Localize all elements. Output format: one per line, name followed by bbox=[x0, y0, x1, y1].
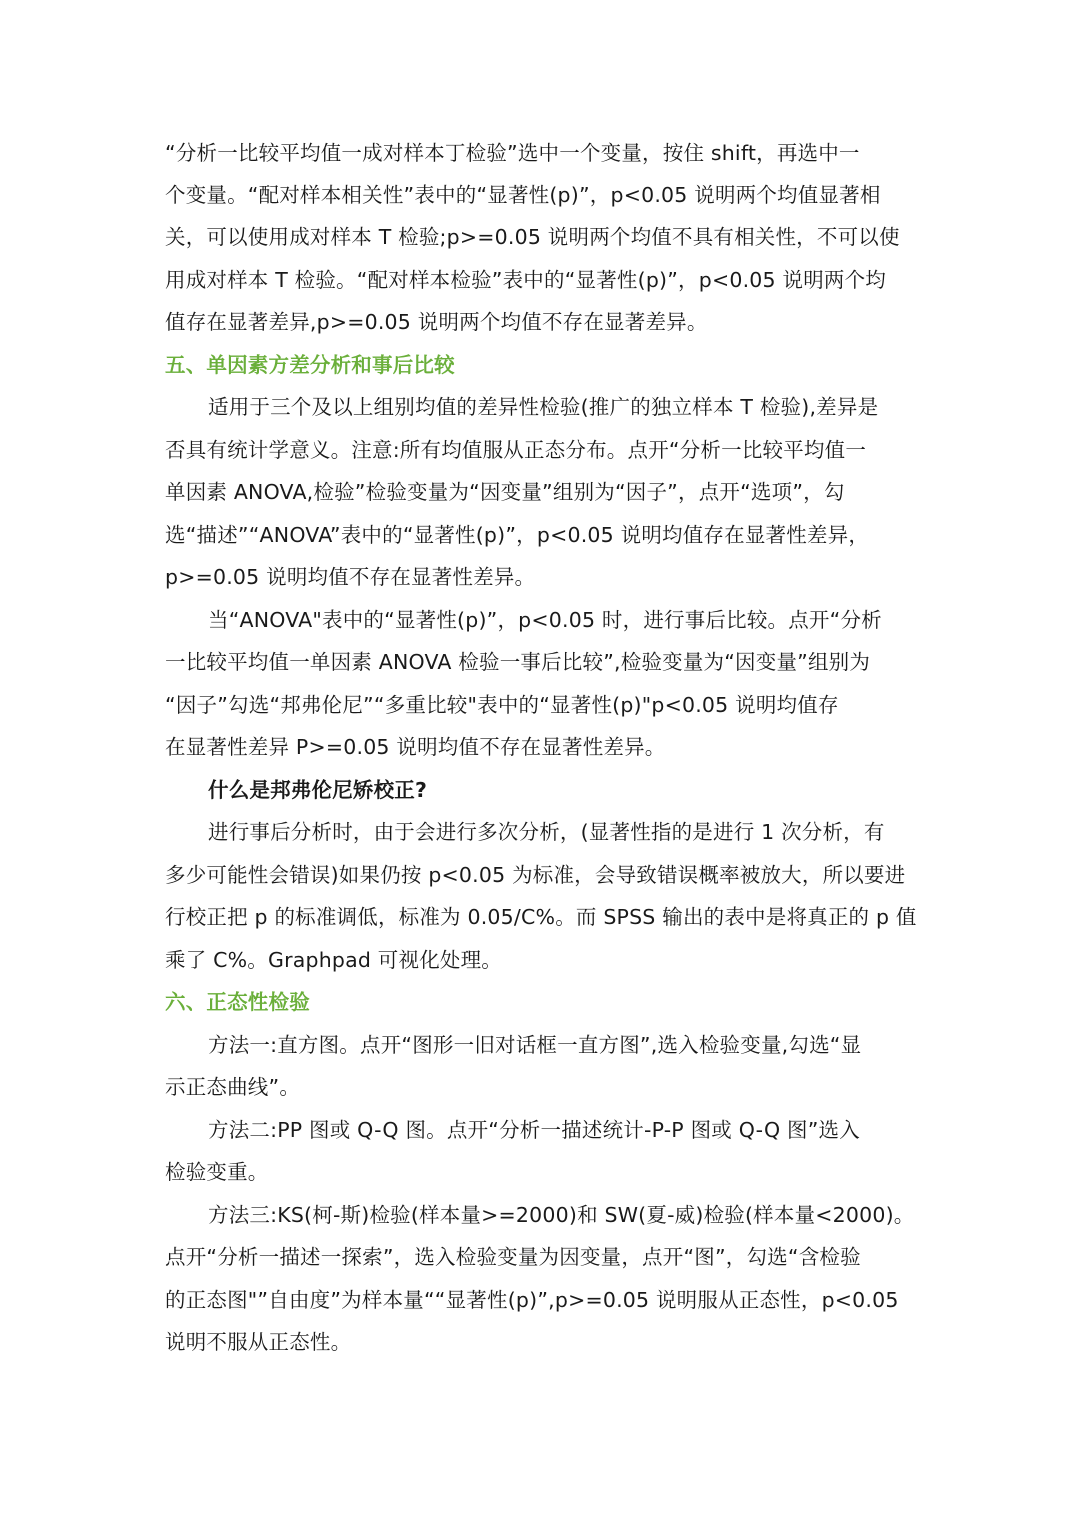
text-line: 方法三:KS(柯-斯)检验(样本量>=2000)和 SW(夏-威)检验(样本量<2000)。 bbox=[208, 1203, 915, 1227]
sub-question: 什么是邦弗伦尼矫校正? bbox=[208, 778, 428, 802]
text-line: 一比较平均值一单因素 ANOVA 检验一事后比较”,检验变量为“因变量”组别为 bbox=[165, 650, 871, 674]
text-line: 多少可能性会错误)如果仍按 p<0.05 为标准，会导致错误概率被放大，所以要进 bbox=[165, 863, 906, 887]
text-line: 选“描述”“ANOVA”表中的“显著性(p)”，p<0.05 说明均值存在显著性差异， bbox=[165, 523, 870, 547]
text-line: 在显著性差异 P>=0.05 说明均值不存在显著性差异。 bbox=[165, 735, 666, 759]
text-line: 方法二:PP 图或 Q-Q 图。点开“分析一描述统计-P-P 图或 Q-Q 图”选入 bbox=[208, 1118, 860, 1142]
text-line: 示正态曲线”。 bbox=[165, 1075, 301, 1099]
text-line: 乘了 C%。Graphpad 可视化处理。 bbox=[165, 948, 502, 972]
text-line: 说明不服从正态性。 bbox=[165, 1330, 352, 1354]
text-line: 用成对样本 T 检验。“配对样本检验”表中的“显著性(p)”，p<0.05 说明两个均 bbox=[165, 268, 886, 292]
text-line: 检验变重。 bbox=[165, 1160, 269, 1184]
text-line: 单因素 ANOVA,检验”检验变量为“因变量”组别为“因子”，点开“选项”，勾 bbox=[165, 480, 845, 504]
text-line: 值存在显著差异,p>=0.05 说明两个均值不存在显著差异。 bbox=[165, 310, 708, 334]
text-line: 点开“分析一描述一探索”，选入检验变量为因变量，点开“图”，勾选“含检验 bbox=[165, 1245, 861, 1269]
section-heading-5: 五、单因素方差分析和事后比较 bbox=[165, 353, 455, 377]
text-line: 关，可以使用成对样本 T 检验;p>=0.05 说明两个均值不具有相关性，不可以使 bbox=[165, 225, 900, 249]
text-line: p>=0.05 说明均值不存在显著性差异。 bbox=[165, 565, 536, 589]
text-line: 个变量。“配对样本相关性”表中的“显著性(p)”，p<0.05 说明两个均值显著相 bbox=[165, 183, 881, 207]
text-line: “因子”勾选“邦弗伦尼”“多重比较"表中的“显著性(p)"p<0.05 说明均值存 bbox=[165, 693, 839, 717]
text-line: 的正态图"”自由度”为样本量““显著性(p)”,p>=0.05 说明服从正态性，p<0.05 bbox=[165, 1288, 899, 1312]
text-line: 进行事后分析时，由于会进行多次分析，(显著性指的是进行 1 次分析，有 bbox=[208, 820, 885, 844]
text-line: 方法一:直方图。点开“图形一旧对话框一直方图”,选入检验变量,勾选“显 bbox=[208, 1033, 862, 1057]
text-line: “分析一比较平均值一成对样本丁检验”选中一个变量，按住 shift，再选中一 bbox=[165, 141, 860, 165]
text-line: 适用于三个及以上组别均值的差异性检验(推广的独立样本 T 检验),差异是 bbox=[208, 395, 879, 419]
text-line: 行校正把 p 的标准调低，标准为 0.05/C%。而 SPSS 输出的表中是将真正的 p 值 bbox=[165, 905, 917, 929]
text-line: 当“ANOVA"表中的“显著性(p)”，p<0.05 时，进行事后比较。点开“分析 bbox=[208, 608, 882, 632]
text-line: 否具有统计学意义。注意:所有均值服从正态分布。点开“分析一比较平均值一 bbox=[165, 438, 867, 462]
section-heading-6: 六、正态性检验 bbox=[165, 990, 310, 1014]
